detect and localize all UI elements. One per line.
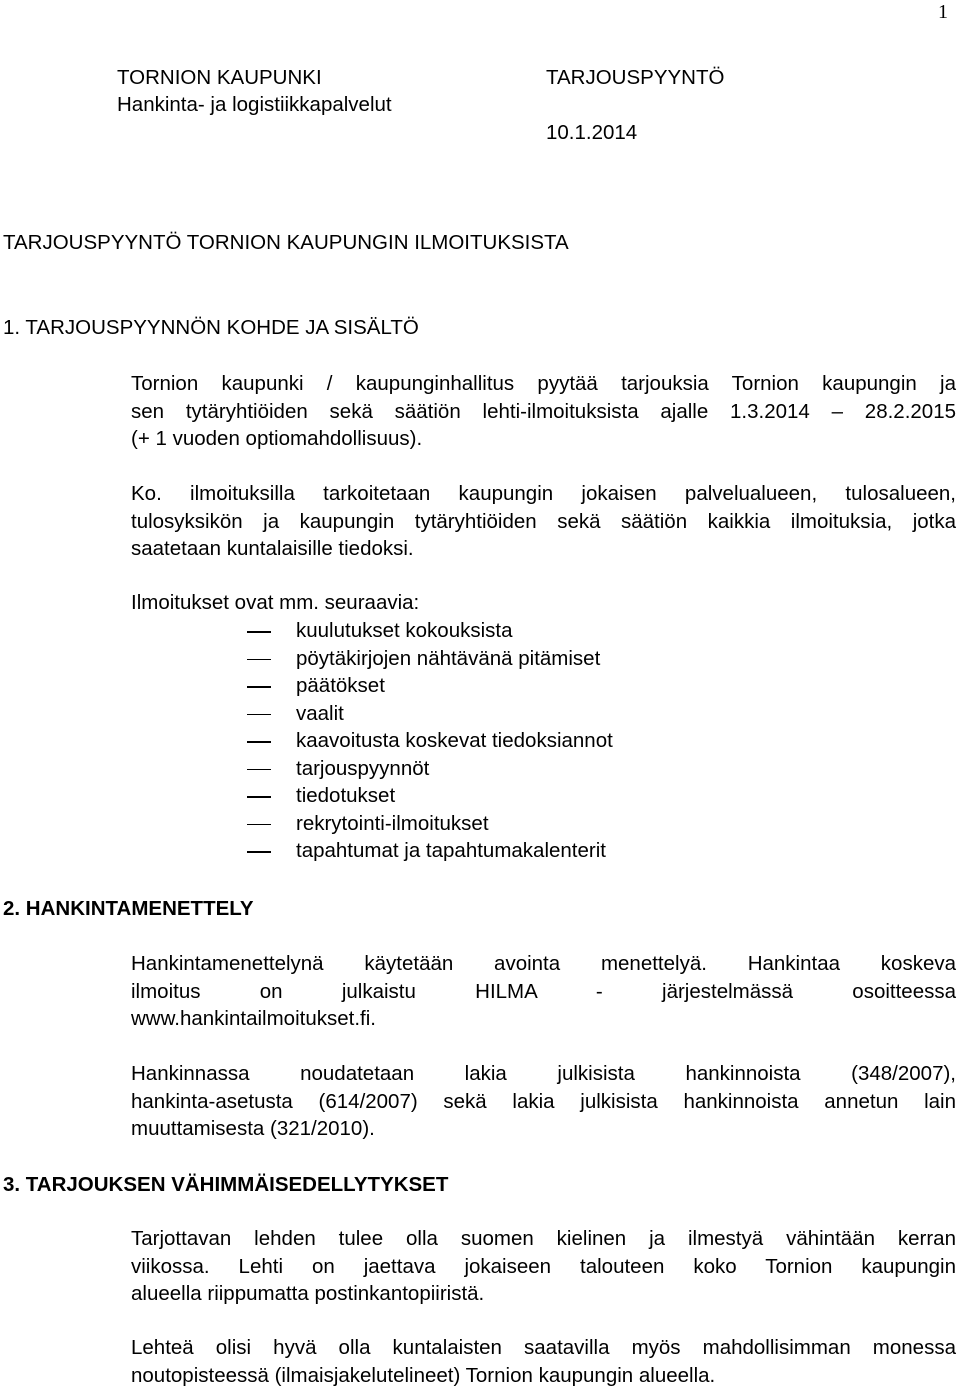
list-item-label: tapahtumat ja tapahtumakalenterit (296, 839, 606, 862)
list-item-label: päätökset (296, 674, 385, 697)
header-date: 10.1.2014 (546, 121, 638, 144)
section2-paragraph-1 (131, 950, 956, 1033)
list-intro: Ilmoitukset ovat mm. seuraavia: (131, 591, 420, 614)
list-item (247, 755, 613, 783)
list-item (247, 782, 613, 810)
text-line: ilmoitus on julkaistu HILMA - järjestelmässä osoitteessa (131, 979, 956, 1003)
text-line: noutopisteessä (ilmaisjakelutelineet) Tornion kaupungin alueella. (131, 1363, 716, 1387)
list-item-label: tarjouspyynnöt (296, 756, 430, 780)
section2-paragraph-2 (131, 1060, 956, 1143)
dash-bullet-icon (247, 631, 271, 633)
section2-heading: 2. HANKINTAMENETTELY (3, 897, 254, 920)
text-line: Hankintamenettelynä käytetään avointa menettelyä. Hankintaa koskeva (131, 952, 956, 975)
section3-paragraph-1 (131, 1225, 956, 1308)
dash-bullet-icon (247, 714, 271, 716)
list-item (247, 672, 613, 700)
text-line: Lehteä olisi hyvä olla kuntalaisten saatavilla myös mahdollisimman monessa (131, 1336, 956, 1359)
dash-bullet-icon (247, 741, 271, 743)
list-item-label: vaalit (296, 701, 344, 725)
dash-bullet-icon (247, 769, 271, 771)
list-item (247, 645, 613, 673)
list-item-label: pöytäkirjojen nähtävänä pitämiset (296, 646, 601, 670)
list-item-label: kuulutukset kokouksista (296, 619, 513, 642)
text-line: hankinta-asetusta (614/2007) sekä lakia julkisista hankinnoista annetun lain (131, 1089, 956, 1113)
text-line: muuttamisesta (321/2010). (131, 1117, 375, 1140)
list-item (247, 837, 613, 865)
dash-bullet-icon (247, 824, 271, 826)
list-item (247, 617, 613, 645)
list-item (247, 727, 613, 755)
page-number: 1 (938, 1, 948, 23)
text-line: tulosyksikön ja kaupungin tytäryhtiöiden sekä säätiön kaikkia ilmoituksia, jotka (131, 509, 956, 533)
text-line: Tornion kaupunki / kaupunginhallitus pyytää tarjouksia Tornion kaupungin ja (131, 372, 956, 395)
header-org: TORNION KAUPUNKI (117, 66, 322, 89)
text-line: alueella riippumatta postinkantopiiristä. (131, 1282, 485, 1305)
text-line: viikossa. Lehti on jaettava jokaiseen talouteen koko Tornion kaupungin (131, 1254, 956, 1278)
section3-paragraph-2 (131, 1334, 956, 1389)
dash-bullet-icon (247, 796, 271, 798)
section3-heading: 3. TARJOUKSEN VÄHIMMÄISEDELLYTYKSET (3, 1173, 449, 1196)
dash-bullet-icon (247, 851, 271, 853)
list-item-label: kaavoitusta koskevat tiedoksiannot (296, 729, 613, 752)
dash-bullet-icon (247, 659, 271, 661)
text-line: sen tytäryhtiöiden sekä säätiön lehti-ilmoituksista ajalle 1.3.2014 – 28.2.2015 (131, 399, 956, 423)
section1-heading: 1. TARJOUSPYYNNÖN KOHDE JA SISÄLTÖ (3, 316, 419, 339)
text-line: Tarjottavan lehden tulee olla suomen kielinen ja ilmestyä vähintään kerran (131, 1227, 956, 1250)
section1-paragraph-1 (131, 370, 956, 453)
section1-paragraph-2 (131, 480, 956, 563)
text-line: www.hankintailmoitukset.fi. (131, 1007, 376, 1030)
list-item-label: tiedotukset (296, 784, 396, 807)
dash-bullet-icon (247, 686, 271, 688)
text-line: (+ 1 vuoden optiomahdollisuus). (131, 427, 423, 450)
header-dept: Hankinta- ja logistiikkapalvelut (117, 93, 392, 116)
list-item-label: rekrytointi-ilmoitukset (296, 811, 489, 835)
header-doc-type: TARJOUSPYYNTÖ (546, 66, 725, 89)
announcement-list (247, 617, 613, 865)
text-line: Ko. ilmoituksilla tarkoitetaan kaupungin jokaisen palvelualueen, tulosalueen, (131, 482, 956, 505)
text-line: saatetaan kuntalaisille tiedoksi. (131, 537, 414, 560)
list-item (247, 810, 613, 838)
text-line: Hankinnassa noudatetaan lakia julkisista hankinnoista (348/2007), (131, 1062, 956, 1085)
main-title: TARJOUSPYYNTÖ TORNION KAUPUNGIN ILMOITUKSISTA (3, 231, 569, 254)
list-item (247, 700, 613, 728)
